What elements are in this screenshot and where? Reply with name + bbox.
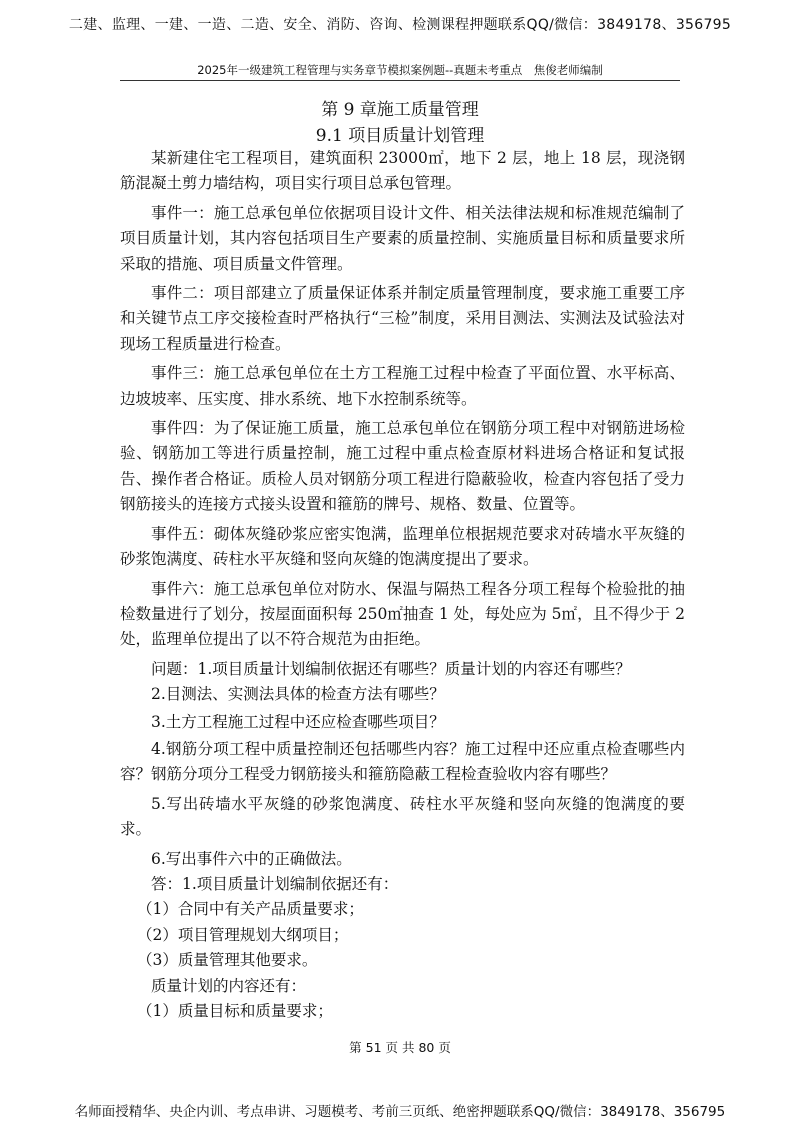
event-2: 事件二：项目部建立了质量保证体系并制定质量管理制度，要求施工重要工序和关键节点工序交接检查时严格执行“三检”制度，采用目测法、实测法及试验法对现场工程质量进行检查。	[120, 284, 685, 353]
event-4: 事件四：为了保证施工质量，施工总承包单位在钢筋分项工程中对钢筋进场检验、钢筋加工等进行质量控制，施工过程中重点检查原材料进场合格证和复试报告、操作者合格证。质检人员对钢筋分项工程进行隐蔽验收，检查内容包括了受力钢筋接头的连接方式接头设置和箍筋的牌号、规格、数量、位置等。	[120, 419, 685, 514]
answer-1-item-2: （2）项目管理规划大纲项目；	[137, 925, 349, 944]
section-title: 9.1 项目质量计划管理	[315, 126, 485, 146]
question-1: 问题：1.项目质量计划编制依据还有哪些？质量计划的内容还有哪些？	[151, 659, 631, 678]
answer-1-item-3: （3）质量管理其他要求。	[137, 951, 318, 970]
event-3: 事件三：施工总承包单位在土方工程施工过程中检查了平面位置、水平标高、边坡坡率、压实度、排水系统、地下水控制系统等。	[120, 364, 685, 408]
answer-1-content-item-1: （1）质量目标和质量要求；	[137, 1002, 333, 1020]
answer-1-heading: 答：1.项目质量计划编制依据还有：	[151, 874, 399, 893]
chapter-title: 第 9 章施工质量管理	[321, 100, 479, 120]
question-6: 6.写出事件六中的正确做法。	[151, 849, 352, 868]
case-intro: 某新建住宅工程项目，建筑面积 23000㎡，地下 2 层，地上 18 层，现浇钢筋混凝土剪力墙结构，项目实行项目总承包管理。	[120, 149, 685, 193]
event-5: 事件五：砌体灰缝砂浆应密实饱满，监理单位根据规范要求对砖墙水平灰缝的砂浆饱满度、砖柱水平灰缝和竖向灰缝的饱满度提出了要求。	[120, 524, 685, 569]
document-subtitle: 2025年一级建筑工程管理与实务章节模拟案例题--真题未考重点 焦俊老师编制	[197, 63, 603, 77]
event-1: 事件一：施工总承包单位依据项目设计文件、相关法律法规和标准规范编制了项目质量计划，其内容包括项目生产要素的质量控制、实施质量目标和质量要求所采取的措施、项目质量文件管理。	[120, 203, 685, 273]
document-body	[120, 146, 685, 1024]
event-6: 事件六：施工总承包单位对防水、保温与隔热工程各分项工程每个检验批的抽检数量进行了划分，按屋面面积每 250㎡抽查 1 处，每处应为 5㎡，且不得少于 2 处，监理单位提出了以不符合规范为由拒绝。	[120, 579, 685, 649]
question-2: 2.目测法、实测法具体的检查方法有哪些？	[151, 685, 445, 704]
header-divider	[120, 80, 680, 81]
answer-1-item-1: （1）合同中有关产品质量要求；	[137, 900, 364, 919]
bottom-banner: 名师面授精华、央企内训、考点串讲、习题模考、考前三页纸、绝密押题联系QQ/微信：3849178、356795	[74, 1104, 726, 1120]
question-4: 4.钢筋分项工程中质量控制还包括哪些内容？施工过程中还应重点检查哪些内容？钢筋分项分工程受力钢筋接头和箍筋隐蔽工程检查验收内容有哪些？	[120, 739, 685, 784]
question-3: 3.土方工程施工过程中还应检查哪些项目？	[151, 712, 445, 731]
question-5: 5.写出砖墙水平灰缝的砂浆饱满度、砖柱水平灰缝和竖向灰缝的饱满度的要求。	[120, 794, 685, 839]
answer-1-content-heading: 质量计划的内容还有：	[151, 976, 307, 995]
top-banner: 二建、监理、一建、一造、二造、安全、消防、咨询、检测课程押题联系QQ/微信：3849178、356795	[68, 17, 732, 33]
page-number: 第 51 页 共 80 页	[349, 1040, 451, 1055]
